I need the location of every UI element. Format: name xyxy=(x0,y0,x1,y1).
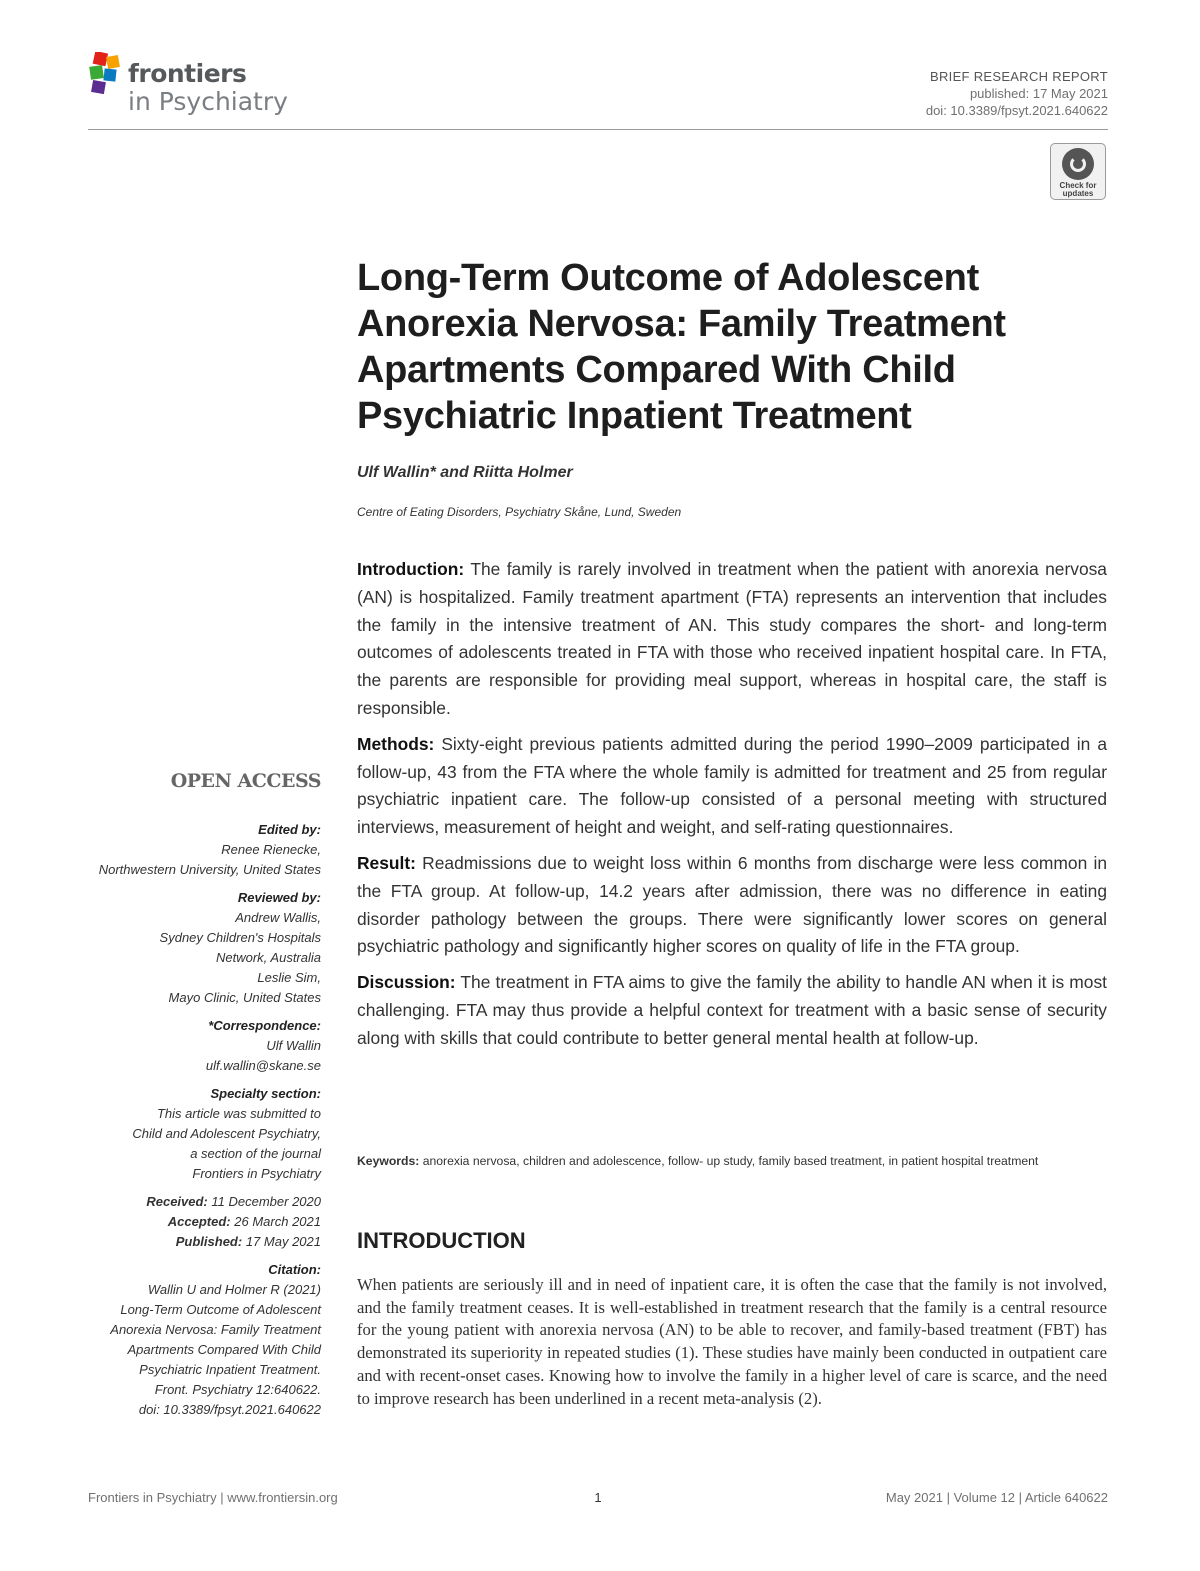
keywords-label: Keywords: xyxy=(357,1154,420,1168)
correspondence-heading: *Correspondence: xyxy=(208,1018,321,1033)
edited-by xyxy=(80,820,321,880)
introduction-paragraph: When patients are seriously ill and in need of inpatient care, it is often the case that the family is not involved, and the family treatment ceases. It is well-established in treatment research that the family is a central resource for the young patient with anorexia nervosa (AN) to be able to recover, and family-based treatment (FBT) has demonstrated its superiority in repeated studies (1). These studies have mainly been conducted in outpatient care and with recent-onset cases. Knowing how to involve the family in a higher level of care is scarce, and the need to improve research has been underlined in a recent meta-analysis (2). xyxy=(357,1275,1107,1408)
published-date: published: 17 May 2021 xyxy=(969,86,1108,101)
editor-line: Northwestern University, United States xyxy=(98,862,321,877)
header-divider xyxy=(88,129,1108,130)
published-value: 17 May 2021 xyxy=(245,1234,321,1249)
frontiers-logo-icon xyxy=(88,52,128,96)
citation-line: Long-Term Outcome of Adolescent xyxy=(120,1302,321,1317)
received-value: 11 December 2020 xyxy=(211,1194,321,1209)
reviewed-by-heading: Reviewed by: xyxy=(237,890,321,905)
citation-line: Anorexia Nervosa: Family Treatment xyxy=(110,1322,321,1337)
published-label: Published: xyxy=(175,1234,243,1249)
accepted-date xyxy=(80,1212,321,1232)
logo-journal-name: in Psychiatry xyxy=(128,87,288,116)
correspondence-email[interactable]: ulf.wallin@skane.se xyxy=(205,1058,321,1073)
abstract-discussion xyxy=(357,969,1107,1052)
introduction-heading: INTRODUCTION xyxy=(357,1228,526,1253)
abstract-heading: Discussion: xyxy=(357,972,456,993)
citation-line: Front. Psychiatry 12:640622. xyxy=(154,1382,321,1397)
correspondence xyxy=(80,1016,321,1076)
page-number: 1 xyxy=(594,1490,602,1505)
keywords xyxy=(357,1151,1107,1171)
page-footer xyxy=(88,1490,1108,1508)
article-sidebar xyxy=(80,768,321,1428)
received-date xyxy=(80,1192,321,1212)
reviewed-by xyxy=(80,888,321,1008)
specialty-line: Frontiers in Psychiatry xyxy=(192,1166,321,1181)
specialty-heading: Specialty section: xyxy=(210,1086,321,1101)
abstract-text: Sixty-eight previous patients admitted during the period 1990–2009 participated in a follow-up, 43 from the FTA where the whole family is admitted for treatment and 25 from regular psychiatric inpatient care. The follow-up consisted of a personal meeting with structured interviews, measurement of height and weight, and self-rating questionnaires. xyxy=(357,733,1107,838)
doi-link[interactable]: doi: 10.3389/fpsyt.2021.640622 xyxy=(925,103,1108,118)
footer-volume-info: May 2021 | Volume 12 | Article 640622 xyxy=(885,1490,1108,1505)
abstract-heading: Introduction: xyxy=(357,559,465,579)
specialty-section xyxy=(80,1084,321,1184)
abstract-methods xyxy=(357,731,1107,842)
article-dates xyxy=(80,1192,321,1252)
citation-line: Psychiatric Inpatient Treatment. xyxy=(139,1362,321,1377)
check-for-updates-button[interactable] xyxy=(1050,143,1106,200)
abstract-heading: Result: xyxy=(357,852,416,873)
abstract xyxy=(357,556,1107,1061)
abstract-text: The treatment in FTA aims to give the family the ability to handle AN when it is most challenging. FTA may thus provide a helpful context for treatment with a basic sense of security along with skills that could contribute to better general mental health at follow-up. xyxy=(357,972,1107,1048)
reviewer-line: Network, Australia xyxy=(216,950,321,965)
accepted-value: 26 March 2021 xyxy=(234,1214,321,1229)
citation-line: Apartments Compared With Child xyxy=(127,1342,321,1357)
citation-line: Wallin U and Holmer R (2021) xyxy=(147,1282,321,1297)
article-type: BRIEF RESEARCH REPORT xyxy=(930,69,1108,84)
keywords-text: anorexia nervosa, children and adolescence, follow- up study, family based treatment, in patient hospital treatment xyxy=(422,1154,1039,1168)
abstract-heading: Methods: xyxy=(357,733,435,754)
footer-journal-link[interactable]: Frontiers in Psychiatry | www.frontiersin.org xyxy=(88,1490,338,1505)
reviewer-line: Leslie Sim, xyxy=(257,970,321,985)
journal-logo[interactable] xyxy=(88,48,308,128)
citation xyxy=(80,1260,321,1420)
received-label: Received: xyxy=(146,1194,208,1209)
affiliation: Centre of Eating Disorders, Psychiatry Skåne, Lund, Sweden xyxy=(357,505,682,519)
article-title: Long-Term Outcome of Adolescent Anorexia Nervosa: Family Treatment Apartments Compared With Child Psychiatric Inpatient Treatment xyxy=(357,257,1006,437)
logo-wordmark: frontiers xyxy=(128,59,247,88)
check-updates-label: Check for updates xyxy=(1059,181,1097,198)
abstract-introduction xyxy=(357,556,1107,723)
abstract-result xyxy=(357,850,1107,961)
published-date-sidebar xyxy=(80,1232,321,1252)
reviewer-line: Andrew Wallis, xyxy=(235,910,321,925)
reviewer-line: Sydney Children's Hospitals xyxy=(159,930,321,945)
abstract-text: The family is rarely involved in treatment when the patient with anorexia nervosa (AN) is hospitalized. Family treatment apartment (FTA) represents an intervention that includes the family in the intensive treatment of AN. This study compares the short- and long-term outcomes of adolescents treated in FTA with those who received inpatient hospital care. In FTA, the parents are responsible for providing meal support, whereas in hospital care, the staff is responsible. xyxy=(357,559,1107,718)
check-updates-icon xyxy=(1062,148,1094,180)
editor-line: Renee Rienecke, xyxy=(221,842,321,857)
open-access-label: OPEN ACCESS xyxy=(170,770,321,792)
edited-by-heading: Edited by: xyxy=(258,822,321,837)
specialty-line: This article was submitted to xyxy=(156,1106,321,1121)
correspondence-name: Ulf Wallin xyxy=(266,1038,321,1053)
reviewer-line: Mayo Clinic, United States xyxy=(168,990,321,1005)
citation-heading: Citation: xyxy=(268,1262,321,1277)
accepted-label: Accepted: xyxy=(167,1214,231,1229)
authors: Ulf Wallin* and Riitta Holmer xyxy=(357,464,573,481)
citation-doi[interactable]: doi: 10.3389/fpsyt.2021.640622 xyxy=(138,1402,321,1417)
article-meta xyxy=(926,68,1108,119)
specialty-line: a section of the journal xyxy=(190,1146,321,1161)
specialty-line: Child and Adolescent Psychiatry, xyxy=(132,1126,321,1141)
abstract-text: Readmissions due to weight loss within 6 months from discharge were less common in the FTA group. At follow-up, 14.2 years after admission, there was no difference in eating disorder pathology between the groups. There were significantly lower scores on general psychiatric pathology and significantly higher scores on quality of life in the FTA group. xyxy=(357,852,1107,957)
